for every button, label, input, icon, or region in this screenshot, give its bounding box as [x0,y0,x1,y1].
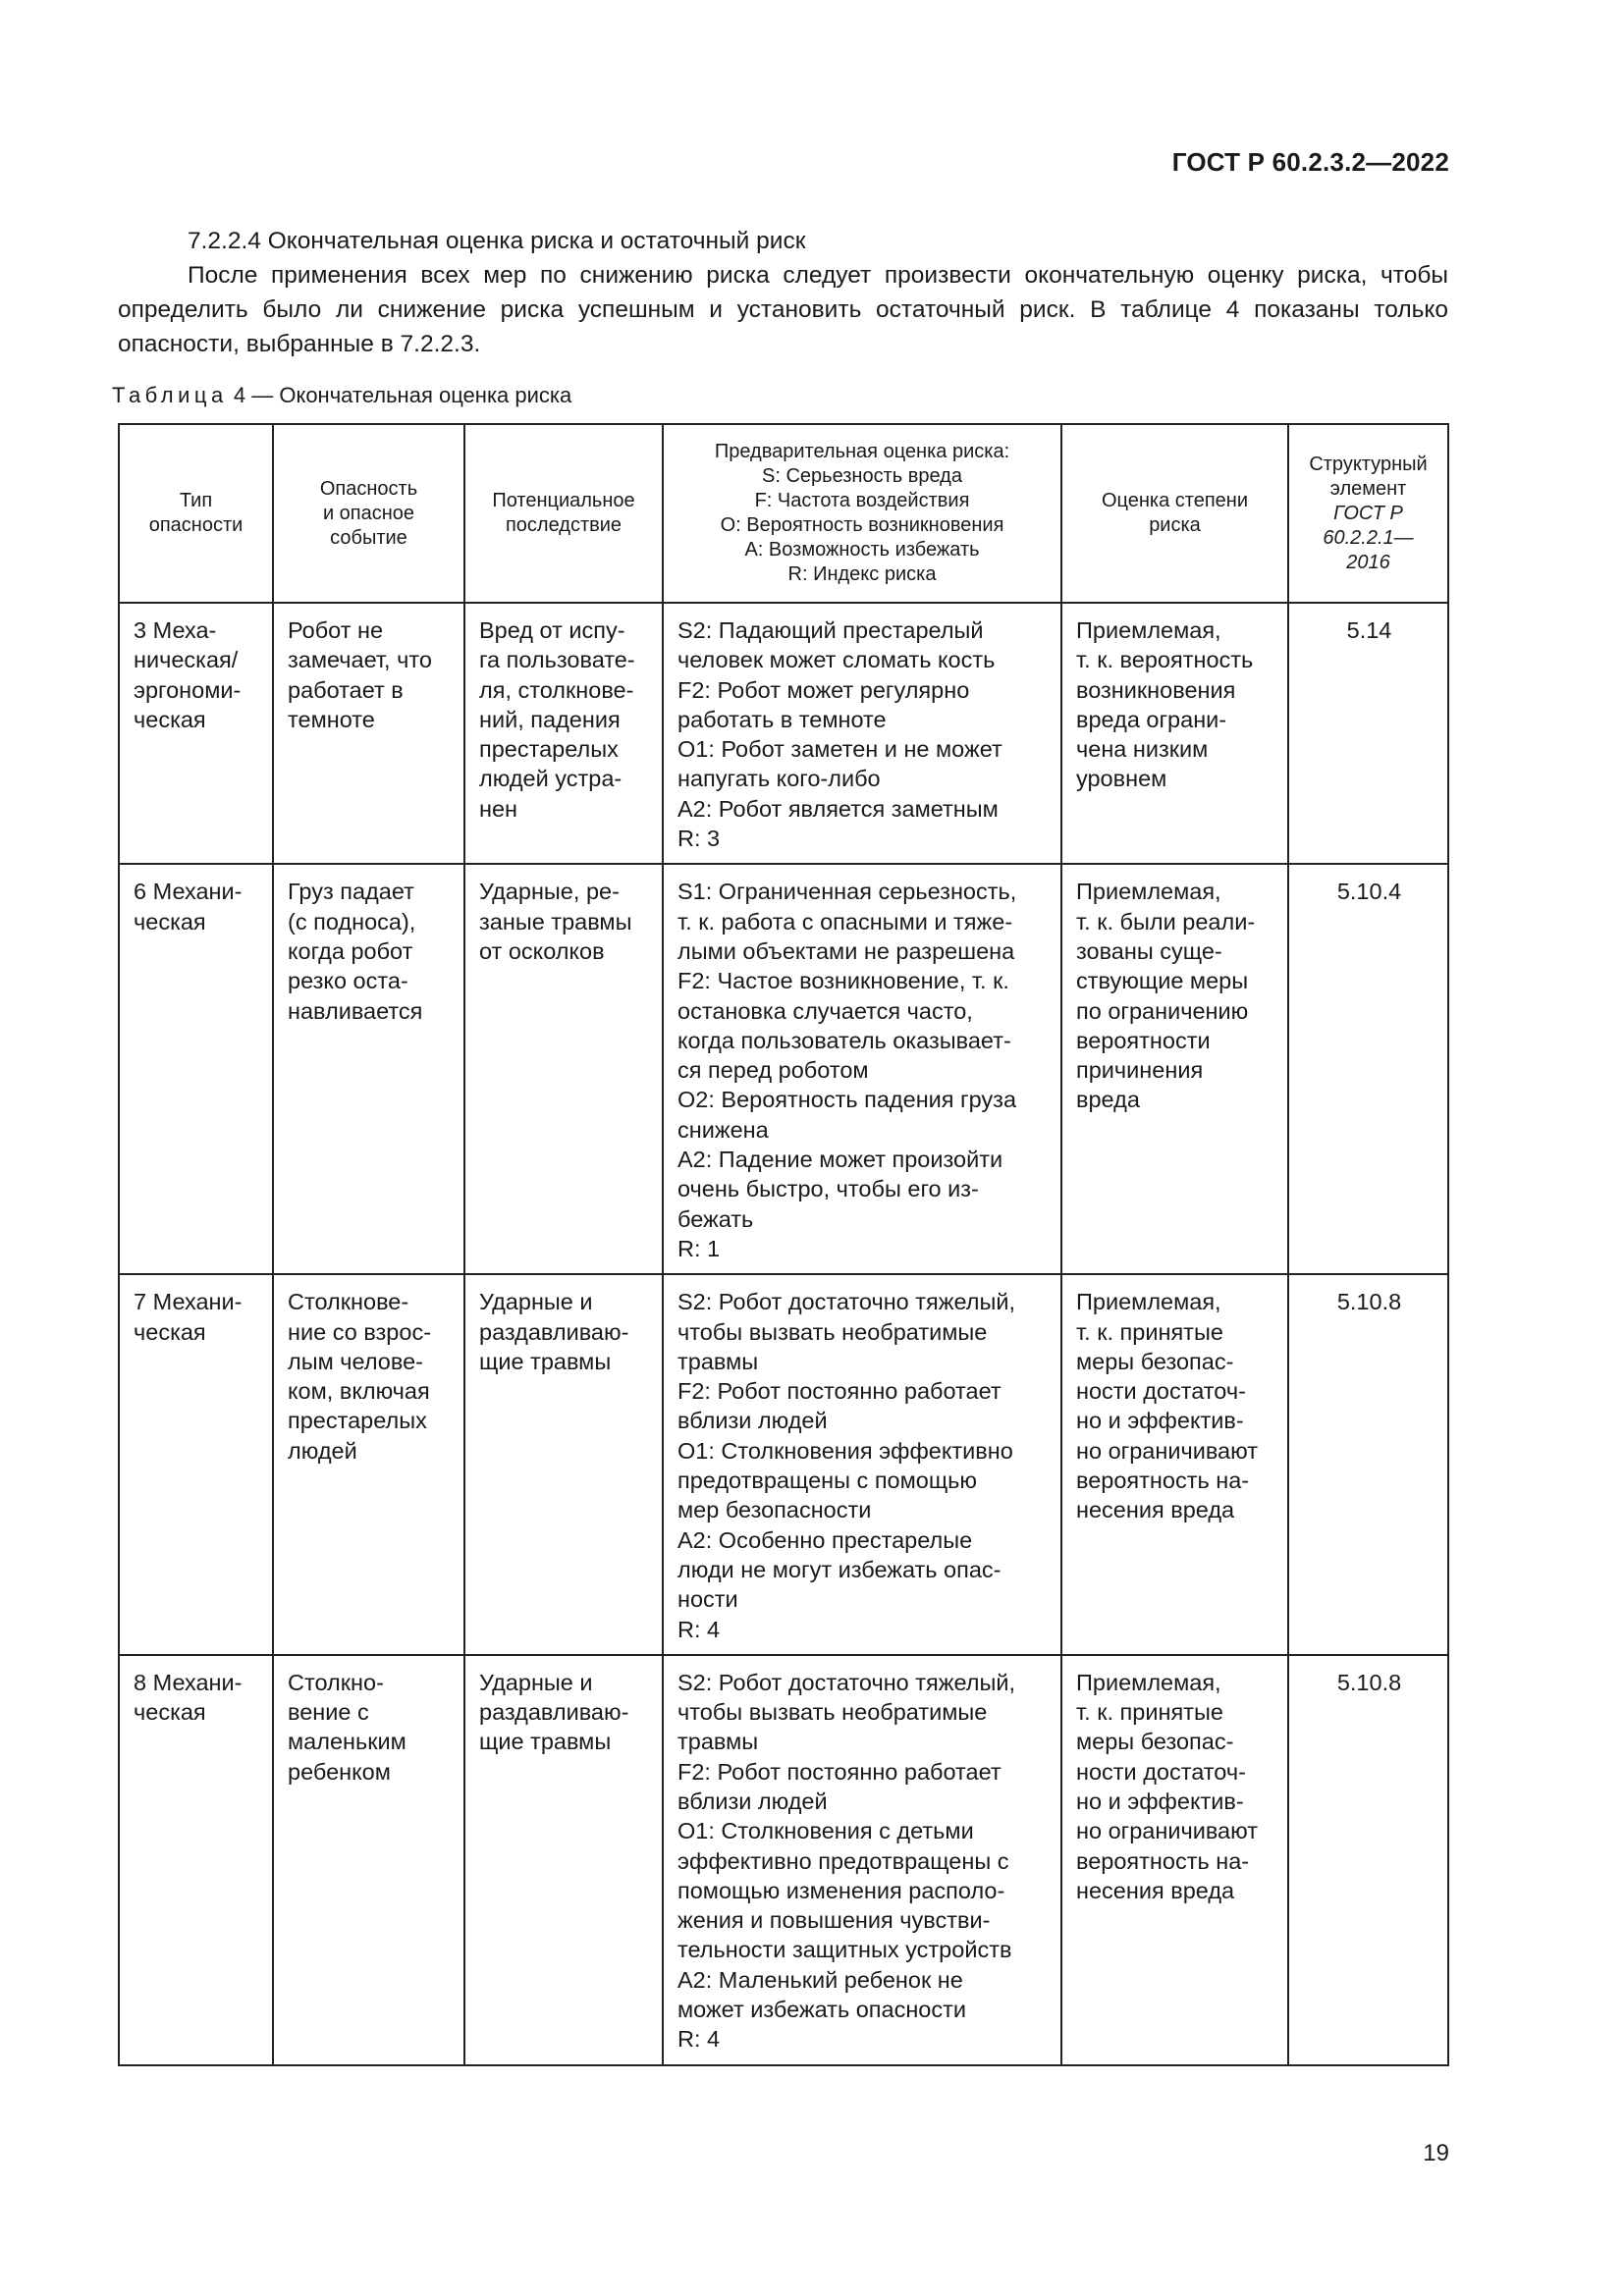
section-heading: 7.2.2.4 Окончательная оценка риска и остаточный риск [188,228,806,254]
text-line: чтобы вызвать необратимые [677,1699,988,1726]
page-number: 19 [1423,2140,1449,2166]
text-line: резко оста- [288,968,408,994]
cell-assessment [663,1655,1061,2065]
header-hazard-event [273,424,464,603]
text-line: ческая [134,1699,206,1726]
text-line: Робот не [288,617,384,643]
text-line: R: 3 [677,826,721,852]
cell-structural-element: 5.10.8 [1288,1655,1448,2065]
text-line: Приемлемая, [1076,1289,1221,1315]
document-code: ГОСТ Р 60.2.3.2—2022 [1171,147,1449,177]
table-row [119,1274,1448,1655]
text-line: Вред от испу- [479,617,625,643]
cell-risk-evaluation [1061,1274,1288,1655]
text-line: лым челове- [288,1348,423,1374]
text-line: щие травмы [479,1348,612,1374]
text-line: ля, столкнове- [479,676,634,703]
cell-assessment [663,603,1061,864]
text-line: лыми объектами не разрешена [677,937,1015,964]
header-structural-element [1288,424,1448,603]
text-line: человек может сломать кость [677,647,996,673]
text-line: вреда [1076,1087,1140,1113]
text-line: вреда ограни- [1076,706,1227,732]
text-line: по ограничению [1076,997,1249,1024]
text-line: O: Вероятность возникновения [720,514,1004,536]
text-line: меры безопас- [1076,1348,1234,1374]
text-line: S2: Робот достаточно тяжелый, [677,1289,1016,1315]
text-line: раздавливаю- [479,1318,629,1345]
cell-consequence [464,1274,663,1655]
text-line: предотвращены с помощью [677,1468,978,1494]
text-line: последствие [505,514,623,536]
text-line: от осколков [479,937,605,964]
text-line: ком, включая [288,1378,430,1405]
text-line: вероятность на- [1076,1847,1250,1874]
text-line: может избежать опасности [677,1997,967,2023]
text-line: Приемлемая, [1076,1669,1221,1695]
header-hazard-type [119,424,273,603]
text-line: когда пользователь оказывает- [677,1027,1011,1053]
text-line: A2: Робот является заметным [677,795,999,822]
text-line: замечает, что [288,647,432,673]
text-line: Оценка степени [1101,490,1249,511]
cell-structural-element: 5.14 [1288,603,1448,864]
text-line: R: 4 [677,1616,721,1642]
text-line: эргономи- [134,676,242,703]
text-line: возникновения [1076,676,1236,703]
text-line: S2: Робот достаточно тяжелый, [677,1669,1016,1695]
text-line: 60.2.2.1— [1323,526,1414,549]
table-row [119,864,1448,1274]
cell-hazard-event [273,864,464,1274]
text-line: элемент [1329,477,1407,500]
cell-risk-evaluation [1061,603,1288,864]
table-caption-title: 4 — Окончательная оценка риска [227,383,572,407]
text-line: ний, падения [479,706,621,732]
table-header-row [119,424,1448,603]
table-row [119,1655,1448,2065]
table-caption-label: Таблица [112,383,228,407]
text-line: остановка случается часто, [677,997,973,1024]
text-line: несения вреда [1076,1877,1235,1903]
cell-hazard-type [119,864,273,1274]
text-line: маленьким [288,1729,406,1755]
text-line: Приемлемая, [1076,617,1221,643]
text-line: S2: Падающий престарелый [677,617,984,643]
text-line: га пользовате- [479,647,635,673]
cell-risk-evaluation [1061,864,1288,1274]
text-line: травмы [677,1729,759,1755]
cell-hazard-event [273,1655,464,2065]
text-line: ние со взрос- [288,1318,432,1345]
text-line: т. к. принятые [1076,1318,1223,1345]
text-line: Груз падает [288,879,414,905]
text-line: 2016 [1346,551,1390,573]
text-line: вероятность на- [1076,1468,1250,1494]
text-line: престарелых [479,736,619,763]
cell-hazard-event [273,1274,464,1655]
text-line: Ударные и [479,1669,593,1695]
text-line: но и эффектив- [1076,1408,1244,1434]
text-line: чена низким [1076,736,1209,763]
table-caption [112,383,571,408]
text-line: но ограничивают [1076,1437,1258,1464]
text-line: ности достаточ- [1076,1758,1246,1785]
text-line: (с подноса), [288,908,416,934]
text-line: Тип [179,490,213,511]
text-line: щие травмы [479,1729,612,1755]
text-line: O1: Столкновения эффективно [677,1437,1013,1464]
text-line: мер безопасности [677,1497,872,1523]
text-line: ческая [134,706,206,732]
text-line: людей устра- [479,766,623,792]
text-line: опасности [148,514,244,536]
cell-consequence [464,1655,663,2065]
text-line: O1: Робот заметен и не может [677,736,1002,763]
text-line: Ударные, ре- [479,879,620,905]
text-line: вероятности [1076,1027,1211,1053]
text-line: 7 Механи- [134,1289,243,1315]
text-line: травмы [677,1348,759,1374]
text-line: ся перед роботом [677,1057,869,1084]
text-line: A2: Особенно престарелые [677,1526,973,1553]
text-line: A2: Падение может произойти [677,1147,1003,1173]
text-line: нен [479,795,518,822]
section-7-2-2-4 [118,224,1448,361]
text-line: ческая [134,1318,206,1345]
text-line: ности достаточ- [1076,1378,1246,1405]
text-line: F2: Робот постоянно работает [677,1758,1001,1785]
text-line: Приемлемая, [1076,879,1221,905]
text-line: помощью изменения располо- [677,1877,1005,1903]
cell-risk-evaluation [1061,1655,1288,2065]
cell-hazard-type [119,603,273,864]
text-line: чтобы вызвать необратимые [677,1318,988,1345]
text-line: F: Частота воздействия [754,490,970,511]
cell-hazard-type [119,1655,273,2065]
text-line: когда робот [288,937,413,964]
text-line: ности [677,1586,738,1613]
text-line: жения и повышения чувстви- [677,1907,991,1934]
text-line: уровнем [1076,766,1167,792]
text-line: и опасное [322,502,415,524]
text-line: O2: Вероятность падения груза [677,1087,1017,1113]
text-line: меры безопас- [1076,1729,1234,1755]
text-line: т. к. работа с опасными и тяже- [677,908,1013,934]
text-line: O1: Столкновения с детьми [677,1818,974,1844]
text-line: причинения [1076,1057,1204,1084]
text-line: ствующие меры [1076,968,1249,994]
cell-hazard-type [119,1274,273,1655]
text-line: ребенком [288,1758,391,1785]
text-line: F2: Частое возникновение, т. к. [677,968,1009,994]
risk-assessment-table [118,423,1449,2066]
text-line: S1: Ограниченная серьезность, [677,879,1017,905]
text-line: заные травмы [479,908,632,934]
text-line: но ограничивают [1076,1818,1258,1844]
cell-structural-element: 5.10.4 [1288,864,1448,1274]
text-line: R: Индекс риска [787,563,937,585]
header-consequence [464,424,663,603]
header-risk-evaluation [1061,424,1288,603]
text-line: напугать кого-либо [677,766,881,792]
text-line: люди не могут избежать опас- [677,1556,1001,1582]
text-line: риска [1149,514,1201,536]
text-line: темноте [288,706,375,732]
cell-assessment [663,864,1061,1274]
cell-structural-element: 5.10.8 [1288,1274,1448,1655]
text-line: R: 1 [677,1235,721,1261]
text-line: Столкно- [288,1669,384,1695]
text-line: бежать [677,1205,754,1232]
text-line: 6 Механи- [134,879,243,905]
text-line: R: 4 [677,2026,721,2053]
text-line: Столкнове- [288,1289,409,1315]
cell-assessment [663,1274,1061,1655]
text-line: ческая [134,908,206,934]
text-line: т. к. вероятность [1076,647,1254,673]
text-line: людей [288,1437,357,1464]
text-line: т. к. принятые [1076,1699,1223,1726]
text-line: но и эффектив- [1076,1788,1244,1814]
text-line: очень быстро, чтобы его из- [677,1176,979,1202]
text-line: ническая/ [134,647,239,673]
section-paragraph: После применения всех мер по снижению риска следует произвести окончательную оценку риска, чтобы определить было ли снижение риска успешным и установить остаточный риск. В таблице 4 показаны только опасности, выбранные в 7.2.2.3. [118,262,1448,357]
text-line: эффективно предотвращены с [677,1847,1009,1874]
text-line: несения вреда [1076,1497,1235,1523]
text-line: вблизи людей [677,1788,828,1814]
text-line: F2: Робот может регулярно [677,676,970,703]
text-line: 8 Механи- [134,1669,243,1695]
text-line: F2: Робот постоянно работает [677,1378,1001,1405]
text-line: вение с [288,1699,369,1726]
text-line: Структурный [1309,453,1428,475]
text-line: вблизи людей [677,1408,828,1434]
text-line: событие [330,526,407,549]
header-preliminary-assessment [663,424,1061,603]
cell-consequence [464,864,663,1274]
text-line: навливается [288,997,423,1024]
text-line: работает в [288,676,404,703]
table-row [119,603,1448,864]
text-line: ГОСТ Р [1333,502,1403,524]
text-line: зованы суще- [1076,937,1222,964]
text-line: раздавливаю- [479,1699,629,1726]
text-line: Потенциальное [492,490,635,511]
text-line: A: Возможность избежать [744,539,980,561]
text-line: престарелых [288,1408,427,1434]
text-line: тельности защитных устройств [677,1937,1012,1963]
cell-consequence [464,603,663,864]
text-line: работать в темноте [677,706,887,732]
text-line: Ударные и [479,1289,593,1315]
text-line: 3 Меха- [134,617,217,643]
text-line: снижена [677,1116,769,1143]
cell-hazard-event [273,603,464,864]
text-line: Опасность [319,477,418,500]
text-line: Предварительная оценка риска: [714,441,1010,462]
text-line: т. к. были реали- [1076,908,1256,934]
text-line: S: Серьезность вреда [762,465,962,487]
text-line: A2: Маленький ребенок не [677,1966,963,1993]
